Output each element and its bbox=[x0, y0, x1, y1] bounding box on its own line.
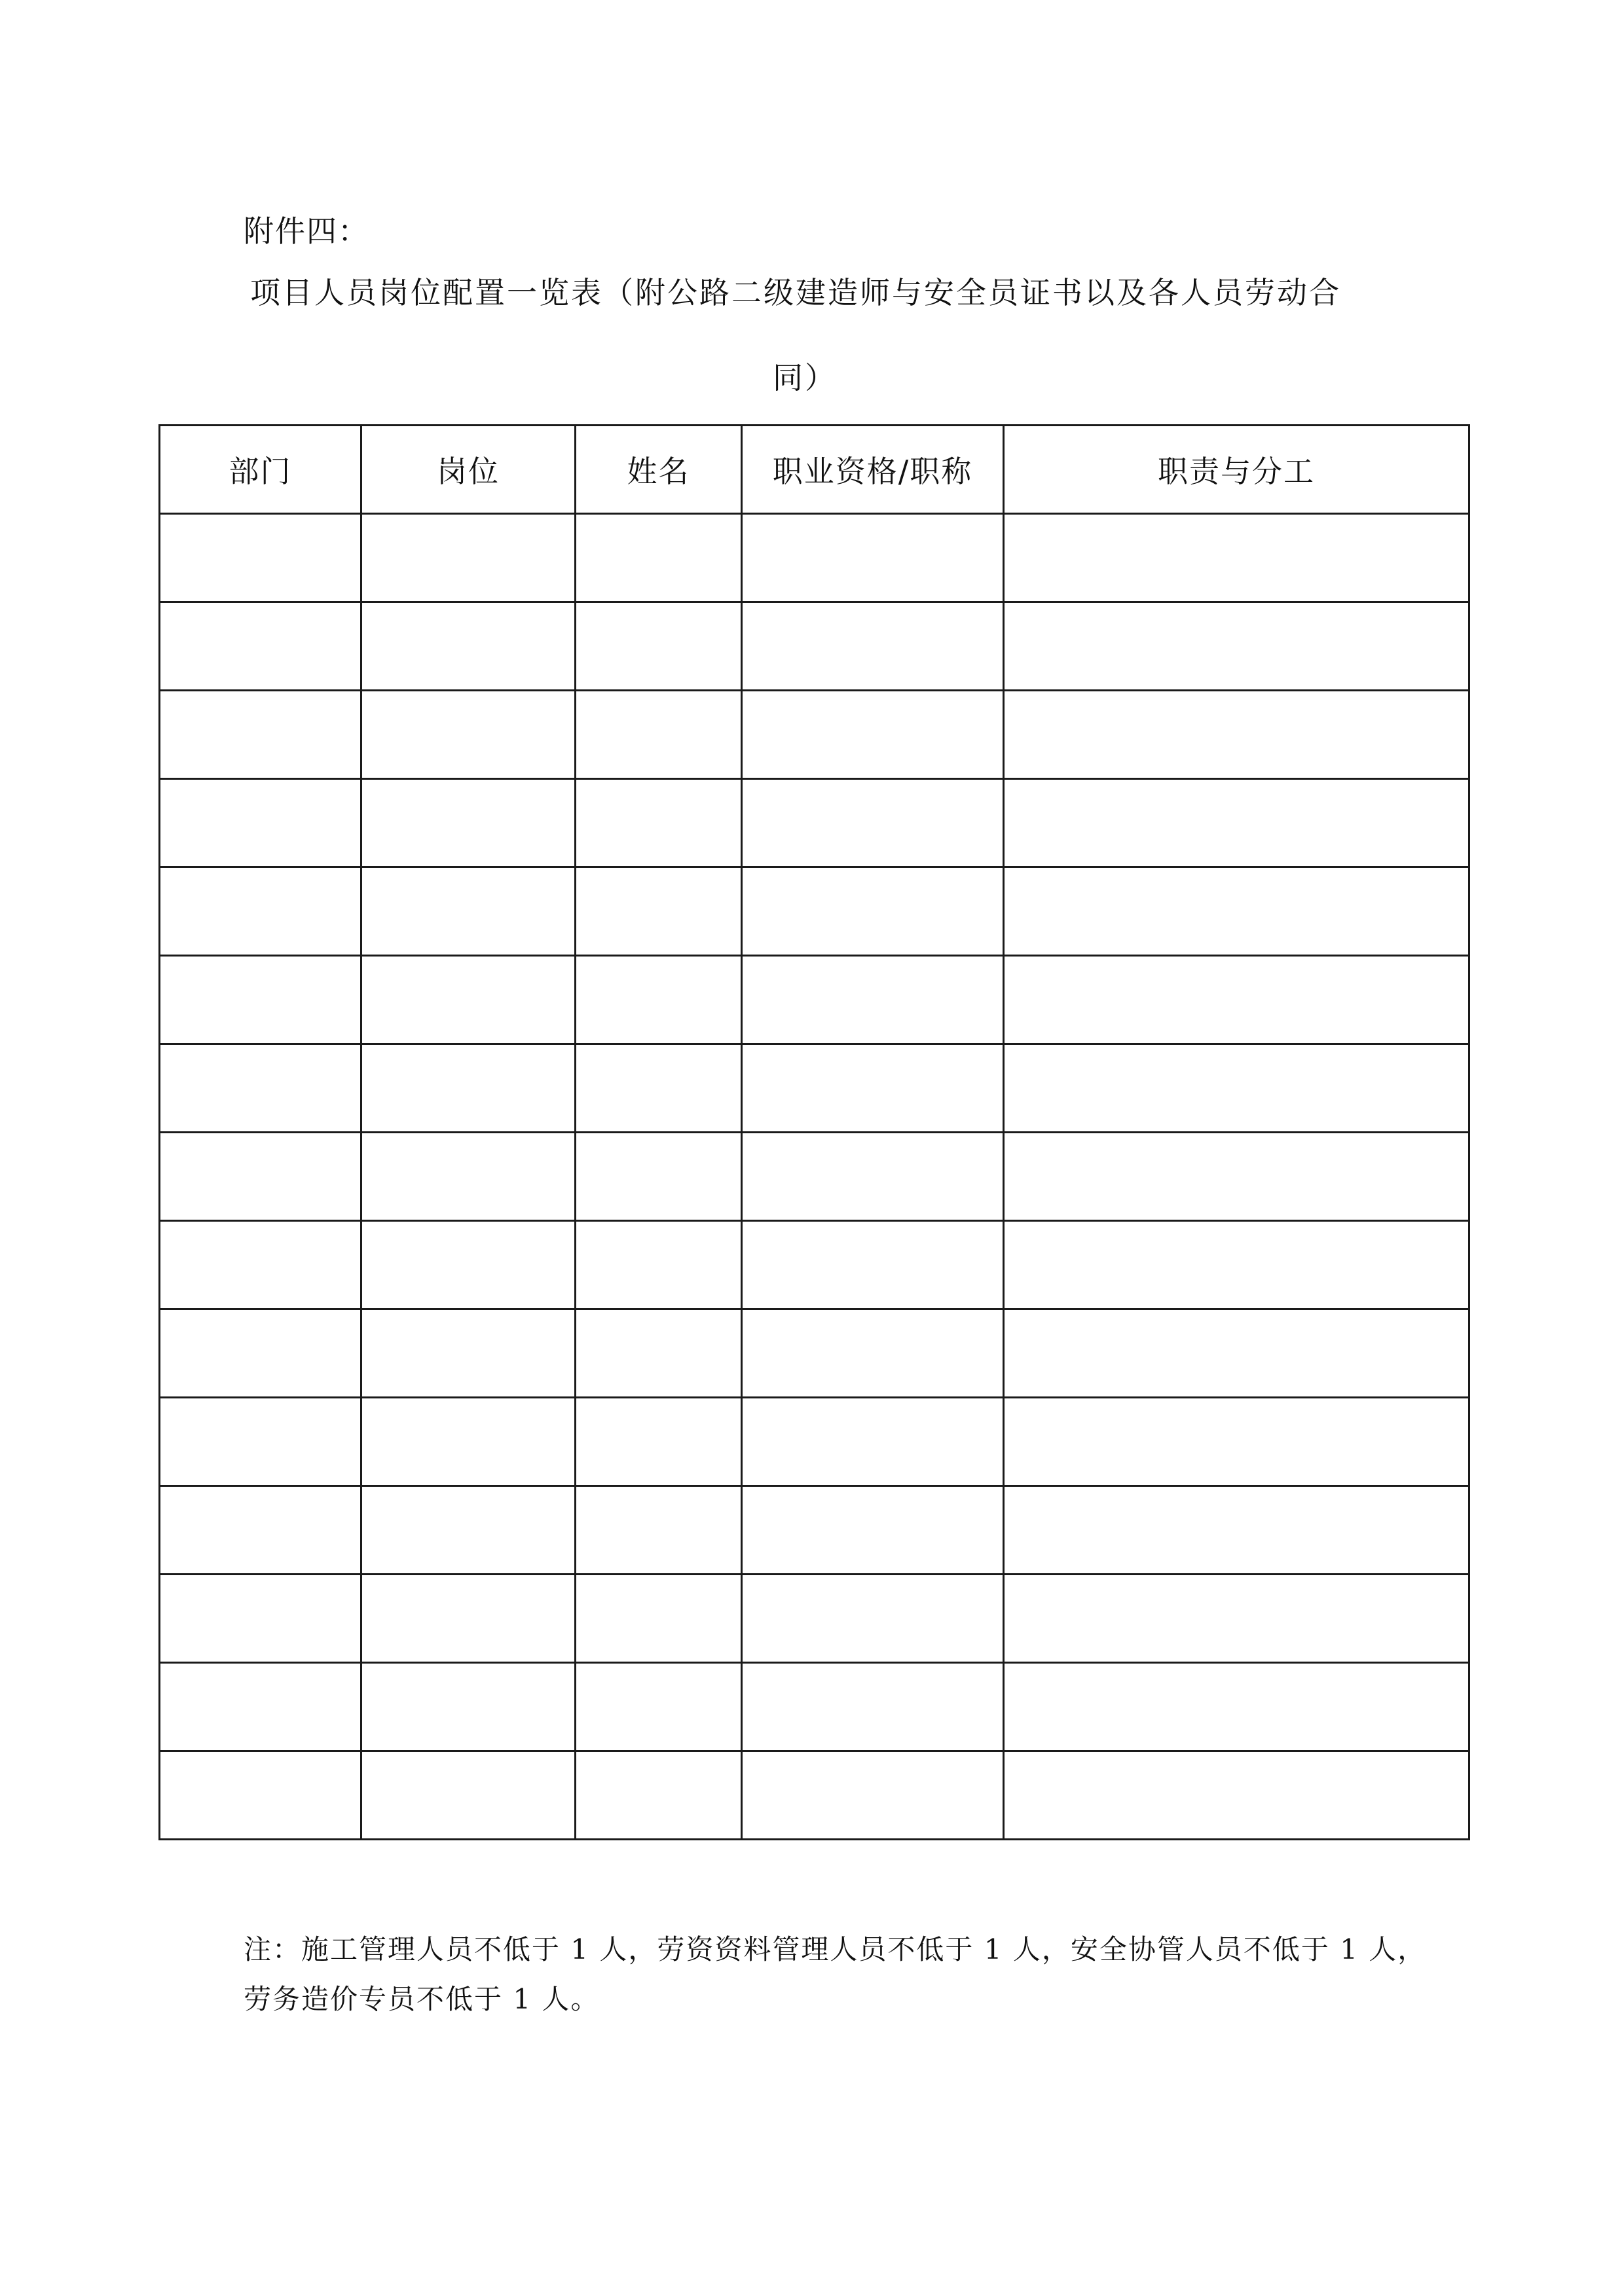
note bbox=[244, 1925, 1435, 2024]
table-cell[interactable] bbox=[1004, 1398, 1469, 1486]
table-cell[interactable] bbox=[742, 956, 1004, 1044]
table-row bbox=[160, 1575, 1469, 1663]
table-cell[interactable] bbox=[160, 867, 361, 956]
table-cell[interactable] bbox=[576, 1221, 742, 1309]
table-cell[interactable] bbox=[576, 1486, 742, 1575]
table-cell[interactable] bbox=[742, 1133, 1004, 1221]
table-cell[interactable] bbox=[1004, 1044, 1469, 1133]
table-cell[interactable] bbox=[361, 1663, 576, 1751]
table-cell[interactable] bbox=[1004, 956, 1469, 1044]
table-row bbox=[160, 1486, 1469, 1575]
table-cell[interactable] bbox=[742, 691, 1004, 779]
table-cell[interactable] bbox=[361, 1309, 576, 1398]
table-cell[interactable] bbox=[1004, 1751, 1469, 1840]
table-cell[interactable] bbox=[576, 602, 742, 691]
table-cell[interactable] bbox=[576, 1044, 742, 1133]
table-cell[interactable] bbox=[361, 1044, 576, 1133]
table-cell[interactable] bbox=[1004, 1663, 1469, 1751]
table-cell[interactable] bbox=[742, 867, 1004, 956]
table-cell[interactable] bbox=[576, 779, 742, 867]
table-cell[interactable] bbox=[160, 1398, 361, 1486]
table-row bbox=[160, 602, 1469, 691]
table-row bbox=[160, 956, 1469, 1044]
table-cell[interactable] bbox=[361, 1575, 576, 1663]
table-cell[interactable] bbox=[361, 602, 576, 691]
column-header-name: 姓名 bbox=[576, 426, 742, 514]
table-cell[interactable] bbox=[742, 779, 1004, 867]
table-cell[interactable] bbox=[576, 1663, 742, 1751]
table-cell[interactable] bbox=[160, 1309, 361, 1398]
table-cell[interactable] bbox=[160, 1044, 361, 1133]
table-cell[interactable] bbox=[361, 1398, 576, 1486]
table-cell[interactable] bbox=[361, 1486, 576, 1575]
table-cell[interactable] bbox=[742, 1575, 1004, 1663]
note-line-2: 劳务造价专员不低于 1 人。 bbox=[244, 1983, 600, 2015]
column-header-position: 岗位 bbox=[361, 426, 576, 514]
table-row bbox=[160, 1663, 1469, 1751]
table-row bbox=[160, 1751, 1469, 1840]
table-cell[interactable] bbox=[361, 867, 576, 956]
table-row bbox=[160, 867, 1469, 956]
table-cell[interactable] bbox=[1004, 1221, 1469, 1309]
table-cell[interactable] bbox=[160, 1133, 361, 1221]
table-cell[interactable] bbox=[361, 956, 576, 1044]
table-cell[interactable] bbox=[1004, 1133, 1469, 1221]
table-cell[interactable] bbox=[361, 779, 576, 867]
table-cell[interactable] bbox=[1004, 779, 1469, 867]
table-row bbox=[160, 779, 1469, 867]
table-cell[interactable] bbox=[1004, 1309, 1469, 1398]
table-cell[interactable] bbox=[742, 1309, 1004, 1398]
table-cell[interactable] bbox=[576, 1575, 742, 1663]
document-title: 项目人员岗位配置一览表（附公路二级建造师与安全员证书以及各人员劳动合 bbox=[250, 275, 1341, 310]
table-body bbox=[160, 514, 1469, 1840]
table-cell[interactable] bbox=[742, 1486, 1004, 1575]
table-row bbox=[160, 514, 1469, 602]
table-cell[interactable] bbox=[1004, 867, 1469, 956]
table-cell[interactable] bbox=[742, 1221, 1004, 1309]
table-cell[interactable] bbox=[742, 1751, 1004, 1840]
table-cell[interactable] bbox=[742, 1398, 1004, 1486]
table-cell[interactable] bbox=[742, 514, 1004, 602]
table-cell[interactable] bbox=[160, 956, 361, 1044]
table-cell[interactable] bbox=[361, 1221, 576, 1309]
table-cell[interactable] bbox=[160, 514, 361, 602]
table-row bbox=[160, 1133, 1469, 1221]
table-cell[interactable] bbox=[160, 1221, 361, 1309]
staff-allocation-table bbox=[158, 424, 1470, 1840]
table-cell[interactable] bbox=[1004, 514, 1469, 602]
table-cell[interactable] bbox=[160, 1751, 361, 1840]
document-title-continuation: 同） bbox=[773, 360, 837, 395]
table-header-row bbox=[160, 426, 1469, 514]
table-cell[interactable] bbox=[160, 1663, 361, 1751]
table-row bbox=[160, 1309, 1469, 1398]
table-cell[interactable] bbox=[1004, 602, 1469, 691]
table-row bbox=[160, 1044, 1469, 1133]
table-cell[interactable] bbox=[1004, 1575, 1469, 1663]
table-cell[interactable] bbox=[576, 956, 742, 1044]
table-cell[interactable] bbox=[742, 1044, 1004, 1133]
table-cell[interactable] bbox=[361, 691, 576, 779]
table-cell[interactable] bbox=[576, 1309, 742, 1398]
table-cell[interactable] bbox=[160, 691, 361, 779]
column-header-qualification: 职业资格/职称 bbox=[742, 426, 1004, 514]
table-row bbox=[160, 1221, 1469, 1309]
table-cell[interactable] bbox=[576, 1751, 742, 1840]
table-row bbox=[160, 691, 1469, 779]
table-row bbox=[160, 1398, 1469, 1486]
table-cell[interactable] bbox=[1004, 1486, 1469, 1575]
column-header-duties: 职责与分工 bbox=[1004, 426, 1469, 514]
table-cell[interactable] bbox=[576, 691, 742, 779]
table-cell[interactable] bbox=[576, 867, 742, 956]
table-cell[interactable] bbox=[576, 1398, 742, 1486]
table-cell[interactable] bbox=[361, 514, 576, 602]
table-cell[interactable] bbox=[576, 1133, 742, 1221]
table-cell[interactable] bbox=[160, 1575, 361, 1663]
table-cell[interactable] bbox=[361, 1133, 576, 1221]
table-cell[interactable] bbox=[160, 1486, 361, 1575]
table-cell[interactable] bbox=[1004, 691, 1469, 779]
table-cell[interactable] bbox=[160, 602, 361, 691]
table-cell[interactable] bbox=[742, 1663, 1004, 1751]
table-cell[interactable] bbox=[742, 602, 1004, 691]
column-header-department: 部门 bbox=[160, 426, 361, 514]
table-cell[interactable] bbox=[361, 1751, 576, 1840]
table-cell[interactable] bbox=[576, 514, 742, 602]
table-cell[interactable] bbox=[160, 779, 361, 867]
note-line-1: 注：施工管理人员不低于 1 人，劳资资料管理人员不低于 1 人，安全协管人员不低于 1 人， bbox=[244, 1933, 1427, 1965]
annex-label: 附件四： bbox=[244, 213, 369, 249]
